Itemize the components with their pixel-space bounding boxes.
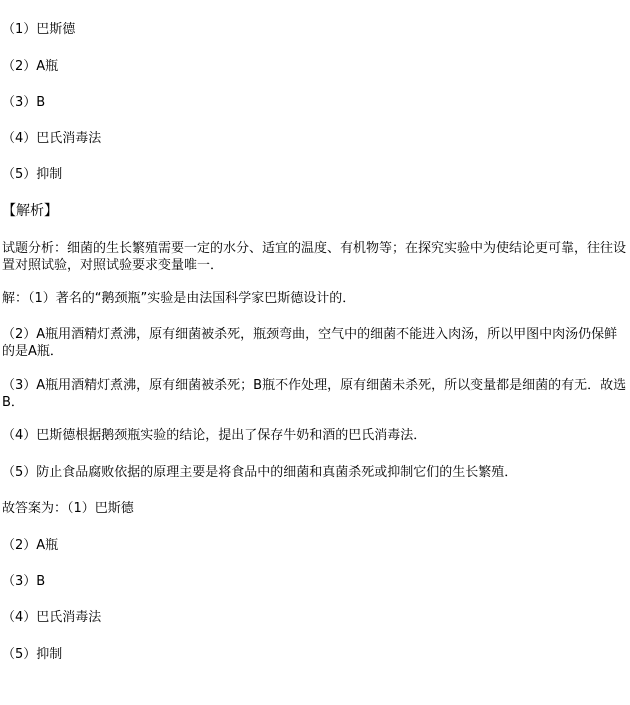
final-answer-3: （3）B [2,574,46,589]
final-answer-5: （5）抑制 [2,647,63,662]
explanation-1: 解：（1）著名的“鹅颈瓶”实验是由法国科学家巴斯德设计的． [2,291,356,306]
answer-5: （5）抑制 [2,167,63,182]
final-answer-2: （2）A瓶 [2,538,59,553]
analysis-heading: 【解析】 [2,203,58,219]
final-answer-4: （4）巴氏消毒法 [2,610,102,625]
answer-2: （2）A瓶 [2,59,59,74]
explanation-5: （5）防止食品腐败依据的原理主要是将食品中的细菌和真菌杀死或抑制它们的生长繁殖． [2,465,518,480]
final-answer-intro: 故答案为：（1）巴斯德 [2,501,134,516]
explanation-4: （4）巴斯德根据鹅颈瓶实验的结论，提出了保存牛奶和酒的巴氏消毒法． [2,428,427,443]
explanation-2: （2）A瓶用酒精灯煮沸，原有细菌被杀死，瓶颈弯曲，空气中的细菌不能进入肉汤，所以甲图中肉汤仍保鲜的是A瓶． [2,327,618,359]
explanation-3: （3）A瓶用酒精灯煮沸，原有细菌被杀死；B瓶不作处理，原有细菌未杀死，所以变量都是细菌的有无．故选B． [2,378,627,410]
answer-3: （3）B [2,95,46,110]
analysis-intro: 试题分析：细菌的生长繁殖需要一定的水分、适宜的温度、有机物等；在探究实验中为使结论更可靠，往往设置对照试验，对照试验要求变量唯一． [2,241,627,273]
answer-1: （1）巴斯德 [2,22,76,37]
answer-4: （4）巴氏消毒法 [2,131,102,146]
